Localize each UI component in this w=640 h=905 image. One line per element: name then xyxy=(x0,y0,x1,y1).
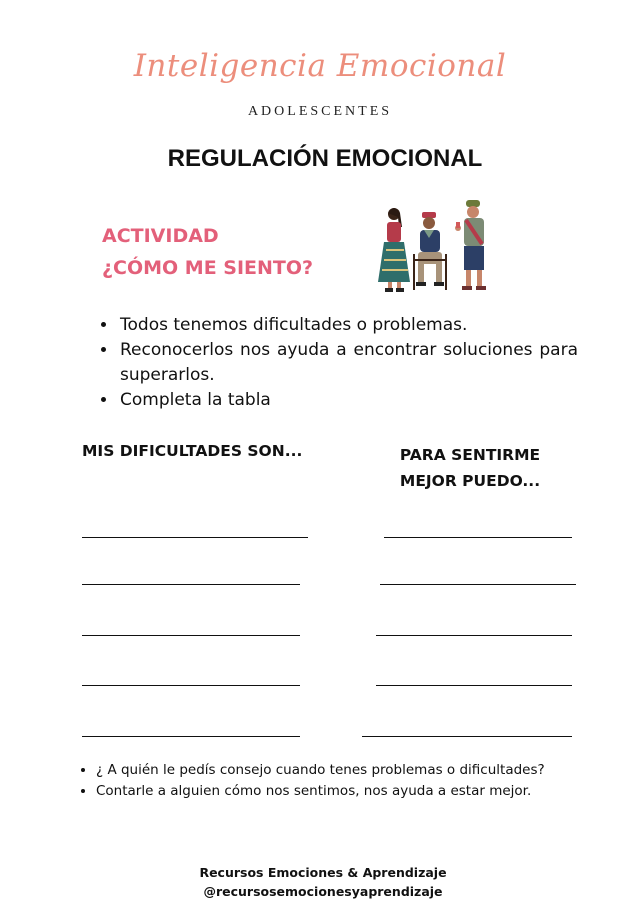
activity-heading xyxy=(102,220,313,284)
activity-question: ¿CÓMO ME SIENTO? xyxy=(102,257,314,279)
intro-bullet-list xyxy=(98,313,578,413)
difficulty-answer-line[interactable] xyxy=(82,635,300,636)
brand-title: Inteligencia Emocional xyxy=(133,48,507,84)
solutions-header-line1: PARA SENTIRME xyxy=(399,446,541,464)
footer-credits xyxy=(0,863,640,901)
audience-subtitle: ADOLESCENTES xyxy=(247,104,393,119)
solutions-header-line2: MEJOR PUEDO... xyxy=(399,472,541,490)
solutions-column-header xyxy=(390,442,550,494)
solution-answer-line[interactable] xyxy=(380,584,576,585)
activity-label: ACTIVIDAD xyxy=(102,225,219,247)
solution-answer-line[interactable] xyxy=(376,635,572,636)
list-item: • Todos tenemos dificultades o problemas. xyxy=(118,313,578,338)
page-title: REGULACIÓN EMOCIONAL xyxy=(167,145,483,172)
three-teenagers-illustration xyxy=(370,196,500,296)
difficulty-answer-line[interactable] xyxy=(82,537,308,538)
difficulty-answer-line[interactable] xyxy=(82,685,300,686)
difficulties-column-header: MIS DIFICULTADES SON... xyxy=(82,442,303,460)
list-item: • Completa la tabla xyxy=(118,388,578,413)
list-item: • ¿ A quién le pedís consejo cuando tenes problemas o dificultades? xyxy=(96,760,596,781)
closing-bullet-list xyxy=(78,760,596,802)
footer-handle: @recursosemocionesyaprendizaje xyxy=(203,884,443,899)
difficulty-answer-line[interactable] xyxy=(82,584,300,585)
difficulty-answer-line[interactable] xyxy=(82,736,300,737)
list-item: • Contarle a alguien cómo nos sentimos, nos ayuda a estar mejor. xyxy=(96,781,596,802)
solution-answer-line[interactable] xyxy=(362,736,572,737)
solution-answer-line[interactable] xyxy=(376,685,572,686)
solution-answer-line[interactable] xyxy=(384,537,572,538)
footer-brand: Recursos Emociones & Aprendizaje xyxy=(199,865,447,880)
list-item: • Reconocerlos nos ayuda a encontrar soluciones para superarlos. xyxy=(118,338,578,388)
